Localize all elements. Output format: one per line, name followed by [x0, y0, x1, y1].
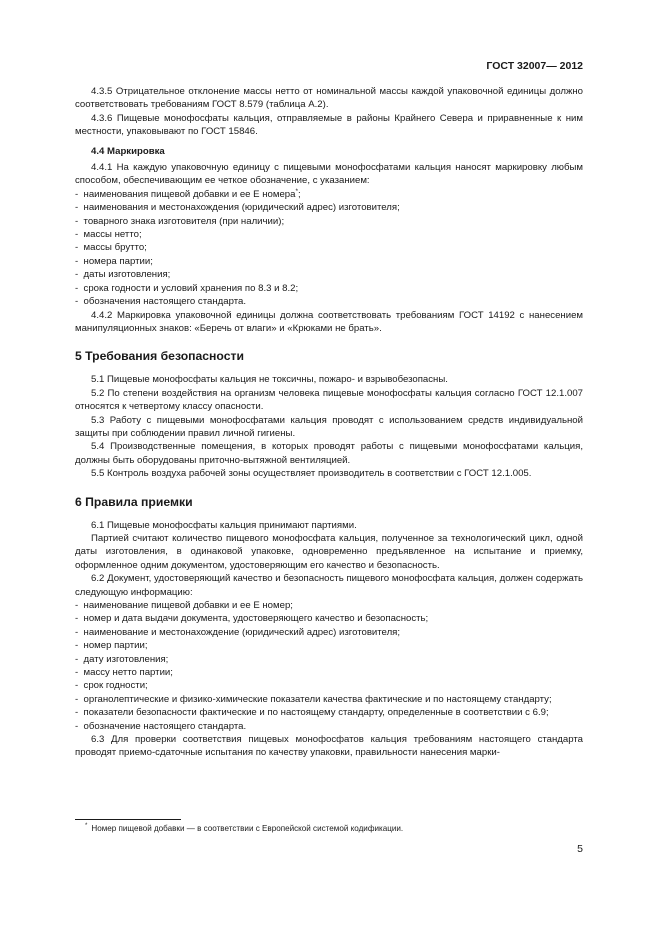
block-text: наименования и местонахождения (юридический адрес) изготовителя;	[83, 202, 400, 214]
block-text: 4.4.1 На каждую упаковочную единицу с пищевыми монофосфатами кальция наносят маркировку любым способом, обеспечивающим ее четкое обозначение, с указанием:	[75, 162, 583, 187]
paragraph	[75, 309, 583, 336]
footnote-mark: *	[85, 823, 88, 830]
block-text: Партией считают количество пищевого монофосфата кальция, полученное за технологический цикл, одной даты изготовления, в одинаковой упаковке, одновременно предъявленное на испытание и приемку, оформленное одним документом, удостоверяющим его качество и безопасность.	[75, 532, 583, 571]
paragraph	[75, 519, 583, 532]
paragraph	[75, 572, 583, 599]
list-item	[75, 201, 583, 214]
list-item	[75, 228, 583, 241]
block-text: номер партии;	[83, 640, 148, 652]
block-text: номера партии;	[83, 255, 153, 267]
block-text: 4.3.5 Отрицательное отклонение массы нетто от номинальной массы каждой упаковочной единицы должно соответствовать требованиям ГОСТ 8.579 (таблица А.2).	[75, 86, 583, 111]
paragraph	[75, 161, 583, 188]
list-item	[75, 268, 583, 281]
block-text: 5.2 По степени воздействия на организм человека пищевые монофосфаты кальция согласно ГОСТ 12.1.007 относятся к четвертому классу опасности.	[75, 387, 583, 413]
block-text: 4.4.2 Маркировка упаковочной единицы должна соответствовать требованиям ГОСТ 14192 с нанесением манипуляционных знаков: «Беречь от влаги» и «Крюками не брать».	[75, 309, 583, 334]
block-text: наименование и местонахождение (юридический адрес) изготовителя;	[83, 626, 401, 638]
paragraph	[75, 373, 583, 386]
list-item	[75, 295, 583, 308]
block-text: 6.2 Документ, удостоверяющий качество и безопасность пищевого монофосфата кальция, должен содержать следующую информацию:	[75, 573, 583, 598]
block-text: 6.3 Для проверки соответствия пищевых монофосфатов кальция требованиям настоящего стандарта проводят приемо-сдаточные испытания по качеству упаковки, правильности нанесения марки-	[75, 734, 583, 759]
block-text: обозначение настоящего стандарта.	[83, 720, 247, 732]
block-text: даты изготовления;	[83, 269, 171, 281]
block-text: 6.1 Пищевые монофосфаты кальция принимают партиями.	[91, 519, 357, 531]
section-heading	[75, 494, 583, 510]
block-text: показатели безопасности фактические и по настоящему стандарту, определенные в соответствии с 6.9;	[83, 707, 549, 719]
block-text: дату изготовления;	[83, 653, 169, 665]
block-text-tail: ;	[298, 188, 301, 200]
block-text: наименование пищевой добавки и ее Е номер;	[83, 600, 293, 611]
footnote-reference: *	[295, 187, 299, 195]
paragraph	[75, 414, 583, 441]
paragraph	[75, 467, 583, 480]
list-item	[75, 188, 583, 201]
footnote-text: Номер пищевой добавки — в соответствии с Европейской системой кодификации.	[91, 824, 404, 833]
list-item	[75, 666, 583, 679]
list-item	[75, 679, 583, 692]
block-text: срока годности и условий хранения по 8.3 и 8.2;	[83, 282, 299, 294]
list-item	[75, 612, 583, 625]
document-header: ГОСТ 32007— 2012	[486, 60, 583, 72]
block-text: 5.4 Производственные помещения, в которых проводят работы с пищевыми монофосфатами кальция, должны быть оборудованы приточно-вытяжной вентиляцией.	[75, 441, 583, 466]
list-item	[75, 599, 583, 612]
paragraph	[75, 532, 583, 572]
list-item	[75, 241, 583, 254]
block-text: органолептические и физико-химические показатели качества фактические и по настоящему стандарту;	[83, 693, 552, 705]
section-heading	[75, 348, 583, 364]
block-text: 4.4 Маркировка	[91, 145, 165, 157]
paragraph	[75, 440, 583, 467]
paragraph	[75, 387, 583, 414]
block-text: 5 Требования безопасности	[75, 349, 244, 364]
subsection-heading	[75, 145, 583, 158]
block-text: номер и дата выдачи документа, удостоверяющего качество и безопасность;	[83, 613, 429, 625]
list-item	[75, 255, 583, 268]
block-text: массы брутто;	[83, 242, 147, 254]
page-number: 5	[577, 843, 583, 855]
block-text: товарного знака изготовителя (при наличии);	[83, 215, 285, 227]
paragraph	[75, 112, 583, 139]
block-text: массу нетто партии;	[83, 667, 173, 679]
block-text: наименования пищевой добавки и ее Е номера	[83, 188, 296, 200]
list-item	[75, 653, 583, 666]
block-text: 6 Правила приемки	[75, 494, 193, 509]
block-text: 5.1 Пищевые монофосфаты кальция не токсичны, пожаро- и взрывобезопасны.	[91, 374, 448, 386]
block-text: 4.3.6 Пищевые монофосфаты кальция, отправляемые в районы Крайнего Севера и приравненные к ним местности, упаковывают по ГОСТ 15846.	[75, 112, 583, 138]
paragraph	[75, 733, 583, 760]
list-item	[75, 693, 583, 706]
document-body	[75, 85, 583, 760]
list-item	[75, 626, 583, 639]
block-text: массы нетто;	[83, 229, 142, 241]
block-text: обозначения настоящего стандарта.	[83, 296, 246, 308]
footnote	[75, 823, 583, 834]
block-text: 5.3 Работу с пищевыми монофосфатами кальция проводят с использованием средств индивидуальной защиты при соблюдении правил личной гигиены.	[75, 414, 583, 439]
block-text: срок годности;	[83, 680, 148, 692]
footnote-divider	[75, 819, 181, 820]
list-item	[75, 639, 583, 652]
block-text: 5.5 Контроль воздуха рабочей зоны осуществляет производитель в соответствии с ГОСТ 12.1.005.	[91, 468, 532, 480]
list-item	[75, 720, 583, 733]
list-item	[75, 706, 583, 719]
list-item	[75, 282, 583, 295]
list-item	[75, 215, 583, 228]
paragraph	[75, 85, 583, 112]
